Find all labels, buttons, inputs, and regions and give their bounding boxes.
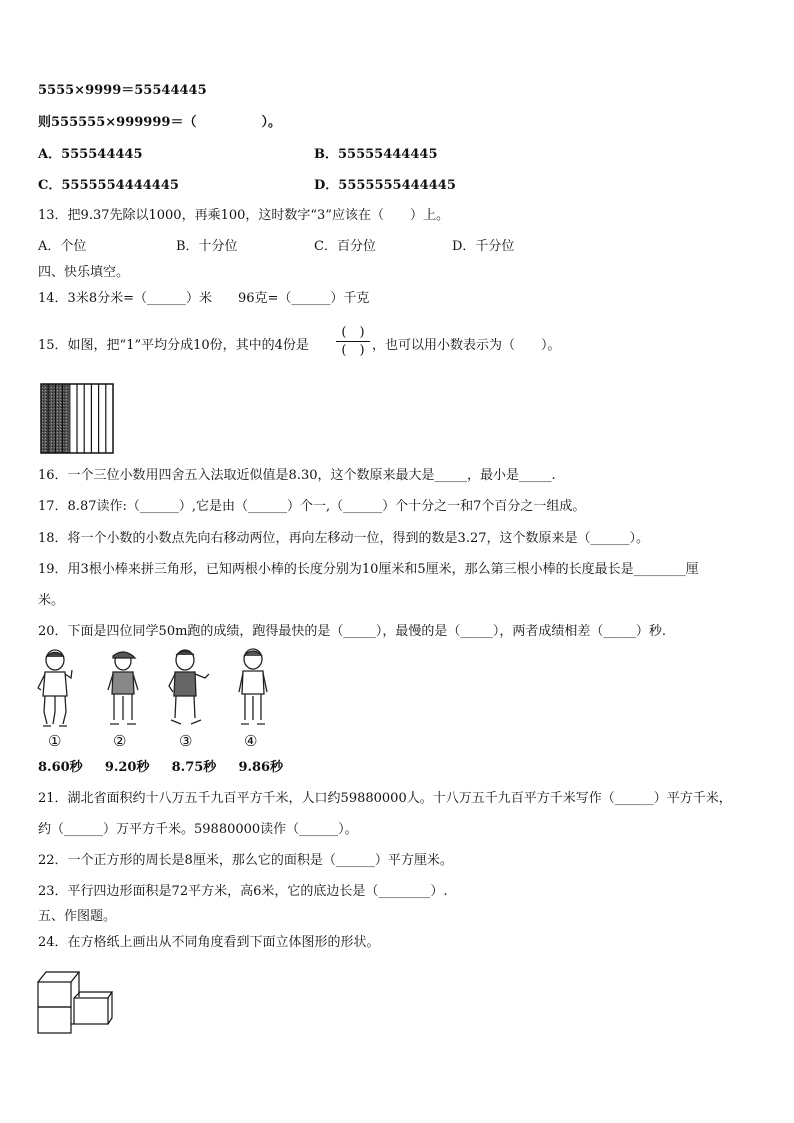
- student-4-time: 9.86秒: [238, 760, 284, 775]
- q24-cube-figure: [36, 966, 116, 1036]
- q12-equation: 5555×9999＝55544445: [38, 83, 207, 98]
- q18-question: 18．将一个小数的小数点先向右移动两位，再向左移动一位，得到的数是3.27，这个数原来是（______）。: [38, 531, 649, 546]
- q23-question: 23．平行四边形面积是72平方米，高6米，它的底边长是（________）.: [38, 884, 448, 899]
- q22-question: 22．一个正方形的周长是8厘米，那么它的面积是（______）平方厘米。: [38, 853, 453, 868]
- fraction-numerator: ( ): [341, 325, 365, 340]
- section-four-heading: 四、快乐填空。: [38, 265, 130, 280]
- q19-question-line1: 19．用3根小棒来拼三角形，已知两根小棒的长度分别为10厘米和5厘米，那么第三根小棒的长度最长是________厘: [38, 562, 699, 577]
- q12-option-c[interactable]: C．5555554444445: [38, 178, 179, 193]
- section-five-heading: 五、作图题。: [38, 909, 117, 924]
- q12-option-a[interactable]: A．555544445: [38, 147, 143, 162]
- q12-option-d[interactable]: D．5555555444445: [314, 178, 456, 193]
- fraction-denominator: ( ): [341, 343, 365, 358]
- q13-question: 13．把9.37先除以1000，再乘100，这时数字“3”应该在（ ）上。: [38, 208, 449, 223]
- student-3-figure: [165, 648, 213, 730]
- q15-strip-figure: [40, 383, 114, 455]
- q16-question: 16．一个三位小数用四舍五入法取近似值是8.30，这个数原来最大是_____，最小是_____.: [38, 468, 556, 483]
- fraction-bar: [336, 341, 370, 342]
- student-4-label: ④: [244, 732, 258, 750]
- student-3-label: ③: [179, 732, 193, 750]
- q14-question: 14．3米8分米=（______）米 96克=（______）千克: [38, 291, 370, 306]
- q17-question: 17．8.87读作:（______）,它是由（______）个一,（______）个十分之一和7个百分之一组成。: [38, 499, 586, 514]
- student-3-time: 8.75秒: [171, 760, 217, 775]
- q20-question: 20．下面是四位同学50m跑的成绩，跑得最快的是（_____），最慢的是（_____），两者成绩相差（_____）秒.: [38, 624, 667, 639]
- q21-question-line2: 约（______）万平方千米。59880000读作（______）。: [38, 822, 358, 837]
- student-1-label: ①: [48, 732, 62, 750]
- student-2-time: 9.20秒: [104, 760, 150, 775]
- q19-question-line2: 米。: [38, 593, 65, 608]
- student-2-figure: [104, 648, 142, 730]
- q24-question: 24．在方格纸上画出从不同角度看到下面立体图形的形状。: [38, 935, 380, 950]
- student-4-figure: [234, 646, 272, 730]
- q13-option-a[interactable]: A．个位: [38, 239, 87, 254]
- student-2-label: ②: [113, 732, 127, 750]
- q20-times-row: [38, 759, 301, 777]
- q21-question-line1: 21．湖北省面积约十八万五千九百平方千米，人口约59880000人。十八万五千九百平方千米写作（______）平方千米，: [38, 791, 732, 806]
- q12-option-b[interactable]: B．55555444445: [314, 147, 438, 162]
- q15-question-after: ，也可以用小数表示为（ ）。: [372, 338, 561, 353]
- q13-option-c[interactable]: C．百分位: [314, 239, 376, 254]
- q15-question-before: 15．如图，把“1”平均分成10份，其中的4份是: [38, 338, 309, 353]
- student-1-time: 8.60秒: [38, 760, 83, 775]
- q15-fraction-blank[interactable]: [336, 325, 370, 358]
- q13-option-b[interactable]: B．十分位: [176, 239, 238, 254]
- q13-option-d[interactable]: D．千分位: [452, 239, 515, 254]
- student-1-figure: [35, 648, 75, 730]
- q12-question: 则555555×999999＝（ ）。: [38, 115, 281, 130]
